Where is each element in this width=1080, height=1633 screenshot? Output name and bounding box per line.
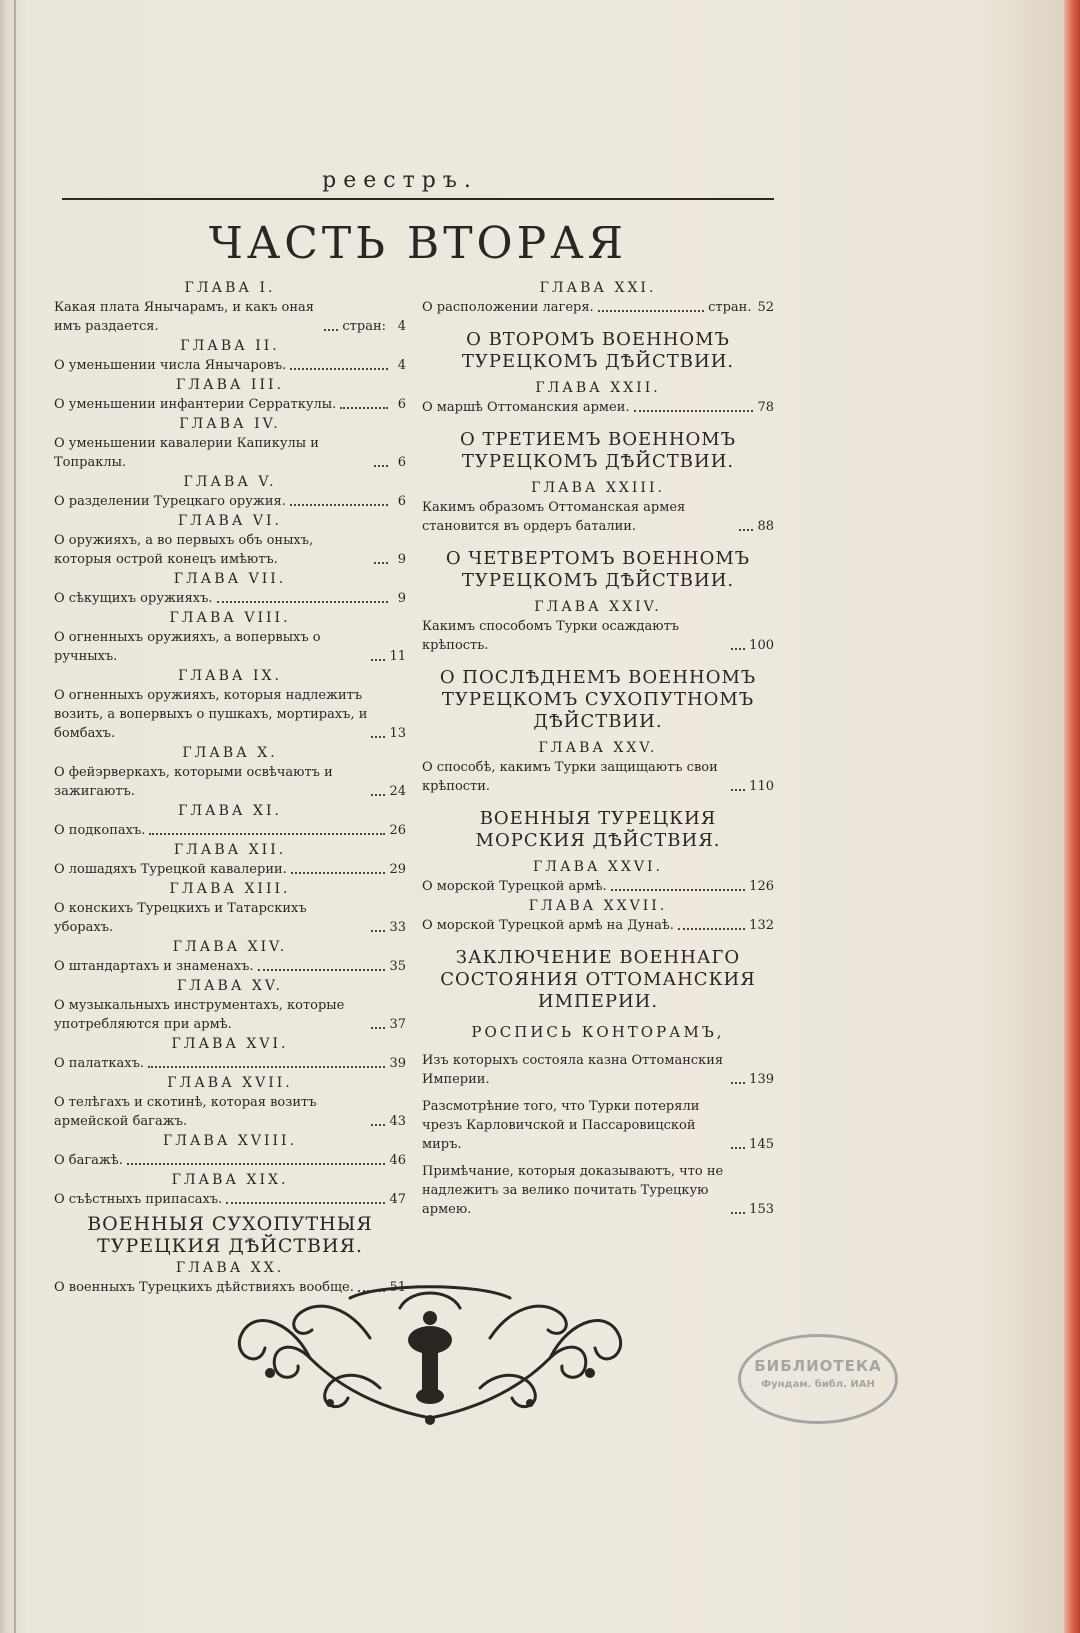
entry-title: Какая плата Янычарамъ, и какъ оная имъ раздается. [54,300,314,334]
dot-leader [291,872,386,874]
entry-title: О уменьшении инфантерии Серраткулы. [54,397,337,412]
entry-title: Какимъ способомъ Турки осаждаютъ крѣпость. [422,619,680,653]
dot-leader [598,310,704,312]
chapter-heading: ГЛАВА XVIII. [162,1133,297,1149]
chapter-heading: ГЛАВА XVI. [171,1036,289,1052]
chapter-heading: ГЛАВА XX. [175,1260,285,1276]
dot-leader [371,1027,385,1029]
list-heading: РОСПИСЬ КОНТОРАМЪ, [471,1023,725,1041]
dot-leader [127,1163,386,1165]
stamp-line-1: БИБЛИОТЕКА [754,1357,882,1375]
page-number: 37 [389,1017,406,1032]
entry-title: О разделении Турецкаго оружия. [54,494,286,509]
chapter-heading: ГЛАВА VIII. [169,610,291,626]
page-number: 9 [397,591,406,606]
library-stamp [738,1334,898,1424]
toc-entry [54,899,406,937]
chapter-heading: ГЛАВА IX. [178,668,282,684]
dot-leader [149,833,385,835]
page-number: 24 [389,784,406,799]
dot-leader [371,930,385,932]
entry-title: О маршѣ Оттоманския армеи. [422,400,630,415]
dot-leader [258,969,386,971]
toc-entry [54,395,406,414]
entry-title: О уменьшении числа Янычаровъ. [54,358,287,373]
page-number: 52 [757,300,774,315]
page-number: 46 [389,1153,406,1168]
toc-entry [422,1162,774,1219]
page-number: 39 [389,1056,406,1071]
dot-leader [634,410,754,412]
page-number: 78 [757,400,774,415]
toc-entry [422,398,774,417]
dot-leader [371,659,385,661]
toc-entry [54,298,406,336]
chapter-heading: ГЛАВА XIX. [171,1172,289,1188]
dot-leader [324,329,338,331]
part-title: ЧАСТЬ ВТОРАЯ [208,218,628,269]
left-toc-column [54,278,406,1297]
toc-entry [54,628,406,666]
chapter-heading: ГЛАВА XXVI. [533,859,663,875]
page-number: 145 [749,1137,774,1152]
page-number: 13 [389,726,406,741]
dot-leader [739,529,753,531]
toc-entry [54,860,406,879]
entry-title: О огненныхъ оружияхъ, которыя надлежитъ возить, а вопервыхъ о пушкахъ, мортирахъ, и бомбахъ. [54,688,368,741]
toc-entry [54,1054,406,1073]
page-number: 51 [389,1280,406,1295]
chapter-heading: ГЛАВА XXV. [538,740,658,756]
page-number: 153 [749,1202,774,1217]
page-number: 100 [749,638,774,653]
page-abbrev: стран: [342,319,386,334]
page-number: 11 [389,649,406,664]
chapter-heading: ГЛАВА XXIV. [534,599,662,615]
ornament-vignette-icon [230,1278,630,1428]
chapter-heading: ГЛАВА XIV. [172,939,288,955]
chapter-heading: ГЛАВА XV. [177,978,283,994]
dot-leader [217,601,388,603]
section-title: ВОЕННЫЯ ТУРЕЦКИЯ МОРСКИЯ ДѢЙСТВИЯ. [475,808,721,851]
toc-entry [54,492,406,511]
page-number: 26 [389,823,406,838]
toc-entry [422,758,774,796]
page-number: 35 [389,959,406,974]
page-abbrev: стран. [708,300,752,315]
chapter-heading: ГЛАВА II. [180,338,280,354]
entry-title: О конскихъ Турецкихъ и Татарскихъ уборахъ. [54,901,307,935]
entry-title: О подкопахъ. [54,823,146,838]
section-title: ЗАКЛЮЧЕНИЕ ВОЕННАГО СОСТОЯНИЯ ОТТОМАНСКИЯ ИМПЕРИИ. [440,947,756,1012]
section-title: О ВТОРОМЪ ВОЕННОМЪ ТУРЕЦКОМЪ ДѢЙСТВИИ. [461,329,735,372]
chapter-heading: ГЛАВА XIII. [169,881,291,897]
toc-entry [422,498,774,536]
toc-entry [54,996,406,1034]
entry-title: О оружияхъ, а во первыхъ объ оныхъ, которыя острой конецъ имѣютъ. [54,533,314,567]
dot-leader [731,648,745,650]
toc-entry [422,916,774,935]
dot-leader [374,562,388,564]
chapter-heading: ГЛАВА V. [183,474,277,490]
entry-title: О музыкальныхъ инструментахъ, которые употребляются при армѣ. [54,998,345,1032]
section-title: О ЧЕТВЕРТОМЪ ВОЕННОМЪ ТУРЕЦКОМЪ ДѢЙСТВИИ. [445,548,751,591]
toc-entry [422,877,774,896]
entry-title: О расположении лагеря. [422,300,594,315]
dot-leader [290,368,388,370]
page-number: 132 [749,918,774,933]
chapter-heading: ГЛАВА XI. [178,803,282,819]
dot-leader [148,1066,385,1068]
header-rule [62,198,774,200]
page-number: 6 [397,455,406,470]
dot-leader [374,465,388,467]
dot-leader [371,736,385,738]
page-number: 43 [389,1114,406,1129]
toc-entry [54,434,406,472]
dot-leader [731,1082,745,1084]
toc-entry [54,686,406,743]
toc-entry [54,821,406,840]
stamp-line-2: Фундам. библ. ИАН [761,1379,875,1390]
entry-title: О телѣгахъ и скотинѣ, которая возитъ армейской багажъ. [54,1095,317,1129]
chapter-heading: ГЛАВА XXII. [535,380,661,396]
entry-title: О военныхъ Турецкихъ дѣйствияхъ вообще. [54,1280,354,1295]
running-header: реестръ. [322,168,478,193]
chapter-heading: ГЛАВА VII. [173,571,287,587]
toc-entry [54,589,406,608]
entry-title: О морской Турецкой армѣ. [422,879,607,894]
page-number: 139 [749,1072,774,1087]
dot-leader [731,1212,745,1214]
page-number: 9 [397,552,406,567]
toc-entry [54,1151,406,1170]
dot-leader [731,1147,745,1149]
page-number: 4 [397,319,406,334]
dot-leader [340,407,388,409]
page-number: 47 [389,1192,406,1207]
page-number: 29 [389,862,406,877]
toc-entry [54,1190,406,1209]
entry-title: Какимъ образомъ Оттоманская армея становится въ ордеръ баталии. [422,500,686,534]
entry-title: О огненныхъ оружияхъ, а вопервыхъ о ручныхъ. [54,630,321,664]
page-number: 4 [397,358,406,373]
chapter-heading: ГЛАВА XVII. [167,1075,293,1091]
chapter-heading: ГЛАВА I. [184,280,276,296]
toc-entry [54,531,406,569]
entry-title: О сѣкущихъ оружияхъ. [54,591,213,606]
chapter-heading: ГЛАВА XXVII. [528,898,668,914]
entry-title: Разсмотрѣние того, что Турки потеряли чрезъ Карловичской и Пассаровицской миръ. [422,1099,700,1152]
chapter-heading: ГЛАВА XXIII. [531,480,665,496]
page-number: 88 [757,519,774,534]
entry-title: Примѣчание, которыя доказываютъ, что не надлежитъ за велико почитать Турецкую армею. [422,1164,724,1217]
section-title: О ПОСЛѢДНЕМЪ ВОЕННОМЪ ТУРЕЦКОМЪ СУХОПУТНОМЪ ДѢЙСТВИИ. [439,667,757,732]
entry-title: О съѣстныхъ припасахъ. [54,1192,223,1207]
page-number: 126 [749,879,774,894]
toc-entry [54,356,406,375]
entry-title: О багажѣ. [54,1153,123,1168]
chapter-heading: ГЛАВА III. [176,377,284,393]
entry-title: О штандартахъ и знаменахъ. [54,959,254,974]
page-number: 110 [749,779,774,794]
page-number: 6 [397,397,406,412]
entry-title: О лошадяхъ Турецкой кавалерии. [54,862,287,877]
entry-title: О палаткахъ. [54,1056,145,1071]
section-title: О ТРЕТИЕМЪ ВОЕННОМЪ ТУРЕЦКОМЪ ДѢЙСТВИИ. [459,429,737,472]
toc-entry [54,1093,406,1131]
red-page-edge [1064,0,1080,1633]
dot-leader [371,1124,385,1126]
page-number: 6 [397,494,406,509]
toc-entry [54,763,406,801]
entry-title: О уменьшении кавалерии Капикулы и Топраклы. [54,436,319,470]
dot-leader [226,1202,385,1204]
toc-entry [422,1097,774,1154]
toc-entry [422,617,774,655]
entry-title: О способѣ, какимъ Турки защищаютъ свои крѣпости. [422,760,718,794]
page-number: 33 [389,920,406,935]
chapter-heading: ГЛАВА IV. [179,416,281,432]
entry-title: Изъ которыхъ состояла казна Оттоманския Империи. [422,1053,724,1087]
right-toc-column [422,278,774,1219]
toc-entry [422,298,774,317]
chapter-heading: ГЛАВА XII. [173,842,287,858]
chapter-heading: ГЛАВА XXI. [539,280,657,296]
dot-leader [611,889,745,891]
toc-entry [422,1051,774,1089]
entry-title: О морской Турецкой армѣ на Дунаѣ. [422,918,674,933]
dot-leader [371,794,385,796]
dot-leader [678,928,745,930]
chapter-heading: ГЛАВА VI. [178,513,282,529]
dot-leader [290,504,388,506]
section-title: ВОЕННЫЯ СУХОПУТНЫЯ ТУРЕЦКИЯ ДѢЙСТВИЯ. [87,1213,373,1257]
toc-entry [54,957,406,976]
dot-leader [731,789,745,791]
entry-title: О фейэрверкахъ, которыми освѣчаютъ и зажигаютъ. [54,765,333,799]
chapter-heading: ГЛАВА X. [182,745,278,761]
